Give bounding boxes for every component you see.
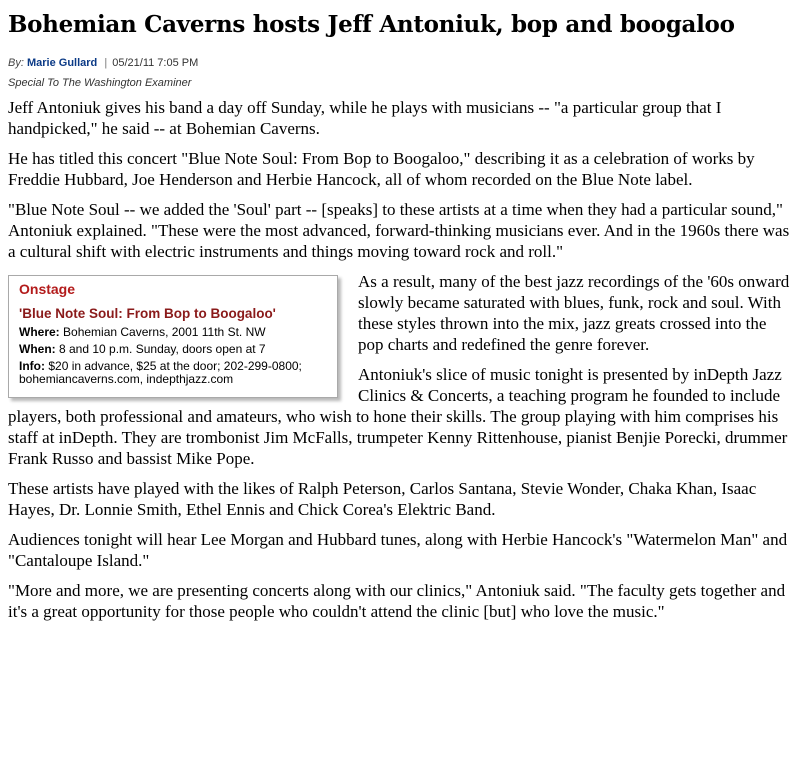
byline-prefix: By: <box>8 57 24 69</box>
info-label: Info: <box>19 359 45 373</box>
paragraph: "More and more, we are presenting concerts along with our clinics," Antoniuk said. "The faculty gets together and it's a great opportunity for those people who couldn't attend the clinic [but] who love the music." <box>8 581 786 621</box>
info-value: $20 in advance, $25 at the door; 202-299-0800; bohemiancaverns.com, indepthjazz.com <box>19 359 302 386</box>
paragraph: Audiences tonight will hear Lee Morgan and Hubbard tunes, along with Herbie Hancock's "Watermelon Man" and "Cantaloupe Island." <box>8 530 788 570</box>
paragraph: These artists have played with the likes of Ralph Peterson, Carlos Santana, Stevie Wonder, Chaka Khan, Isaac Hayes, Dr. Lonnie Smith, Ethel Ennis and Chick Corea's Elektric Band. <box>8 479 757 519</box>
headline: Bohemian Caverns hosts Jeff Antoniuk, bop and boogaloo <box>8 11 735 38</box>
paragraph: "Blue Note Soul -- we added the 'Soul' part -- [speaks] to these artists at a time when they had a particular sound," Antoniuk explained. "These were the most advanced, forward-thinking musicians ever. And in the 1960s there was a cultural shift with electric instruments and things moving toward rock and roll." <box>8 200 790 261</box>
info-row <box>19 360 329 386</box>
where-row <box>19 326 329 339</box>
paragraph: As a result, many of the best jazz recordings of the '60s onward slowly became saturated with blues, funk, rock and soul. With these styles thrown into the mix, jazz greats crossed into the pop charts and redefined the genre forever. <box>358 272 790 354</box>
onstage-heading: Onstage <box>19 281 76 297</box>
when-value: 8 and 10 p.m. Sunday, doors open at 7 <box>59 342 266 356</box>
publish-date: 05/21/11 7:05 PM <box>112 57 199 69</box>
where-value: Bohemian Caverns, 2001 11th St. NW <box>63 325 266 339</box>
when-label: When: <box>19 342 56 356</box>
paragraph: Jeff Antoniuk gives his band a day off Sunday, while he plays with musicians -- "a particular group that I handpicked," he said -- at Bohemian Caverns. <box>8 98 722 138</box>
author-link[interactable]: Marie Gullard <box>26 57 98 69</box>
byline <box>8 56 792 70</box>
article-page <box>8 0 792 631</box>
paragraph: He has titled this concert "Blue Note Soul: From Bop to Boogaloo," describing it as a celebration of works by Freddie Hubbard, Joe Henderson and Herbie Hancock, all of whom recorded on the Blue Note label. <box>8 149 755 189</box>
onstage-infobox <box>8 275 338 398</box>
when-row <box>19 343 329 356</box>
where-label: Where: <box>19 325 60 339</box>
article-body <box>8 97 792 622</box>
paragraph: Antoniuk's slice of music tonight is presented by inDepth Jazz Clinics & Concerts, a teaching program he founded to include players, both professional and amateurs, who wish to hone their skills. The group playing with him comprises his staff at inDepth. They are trombonist Jim McFalls, trumpeter Kenny Rittenhouse, pianist Benjie Porecki, drummer Frank Russo and bassist Mike Pope. <box>8 365 788 468</box>
source-credit: Special To The Washington Examiner <box>8 77 192 89</box>
event-title: 'Blue Note Soul: From Bop to Boogaloo' <box>19 306 276 321</box>
byline-separator: | <box>104 57 108 69</box>
